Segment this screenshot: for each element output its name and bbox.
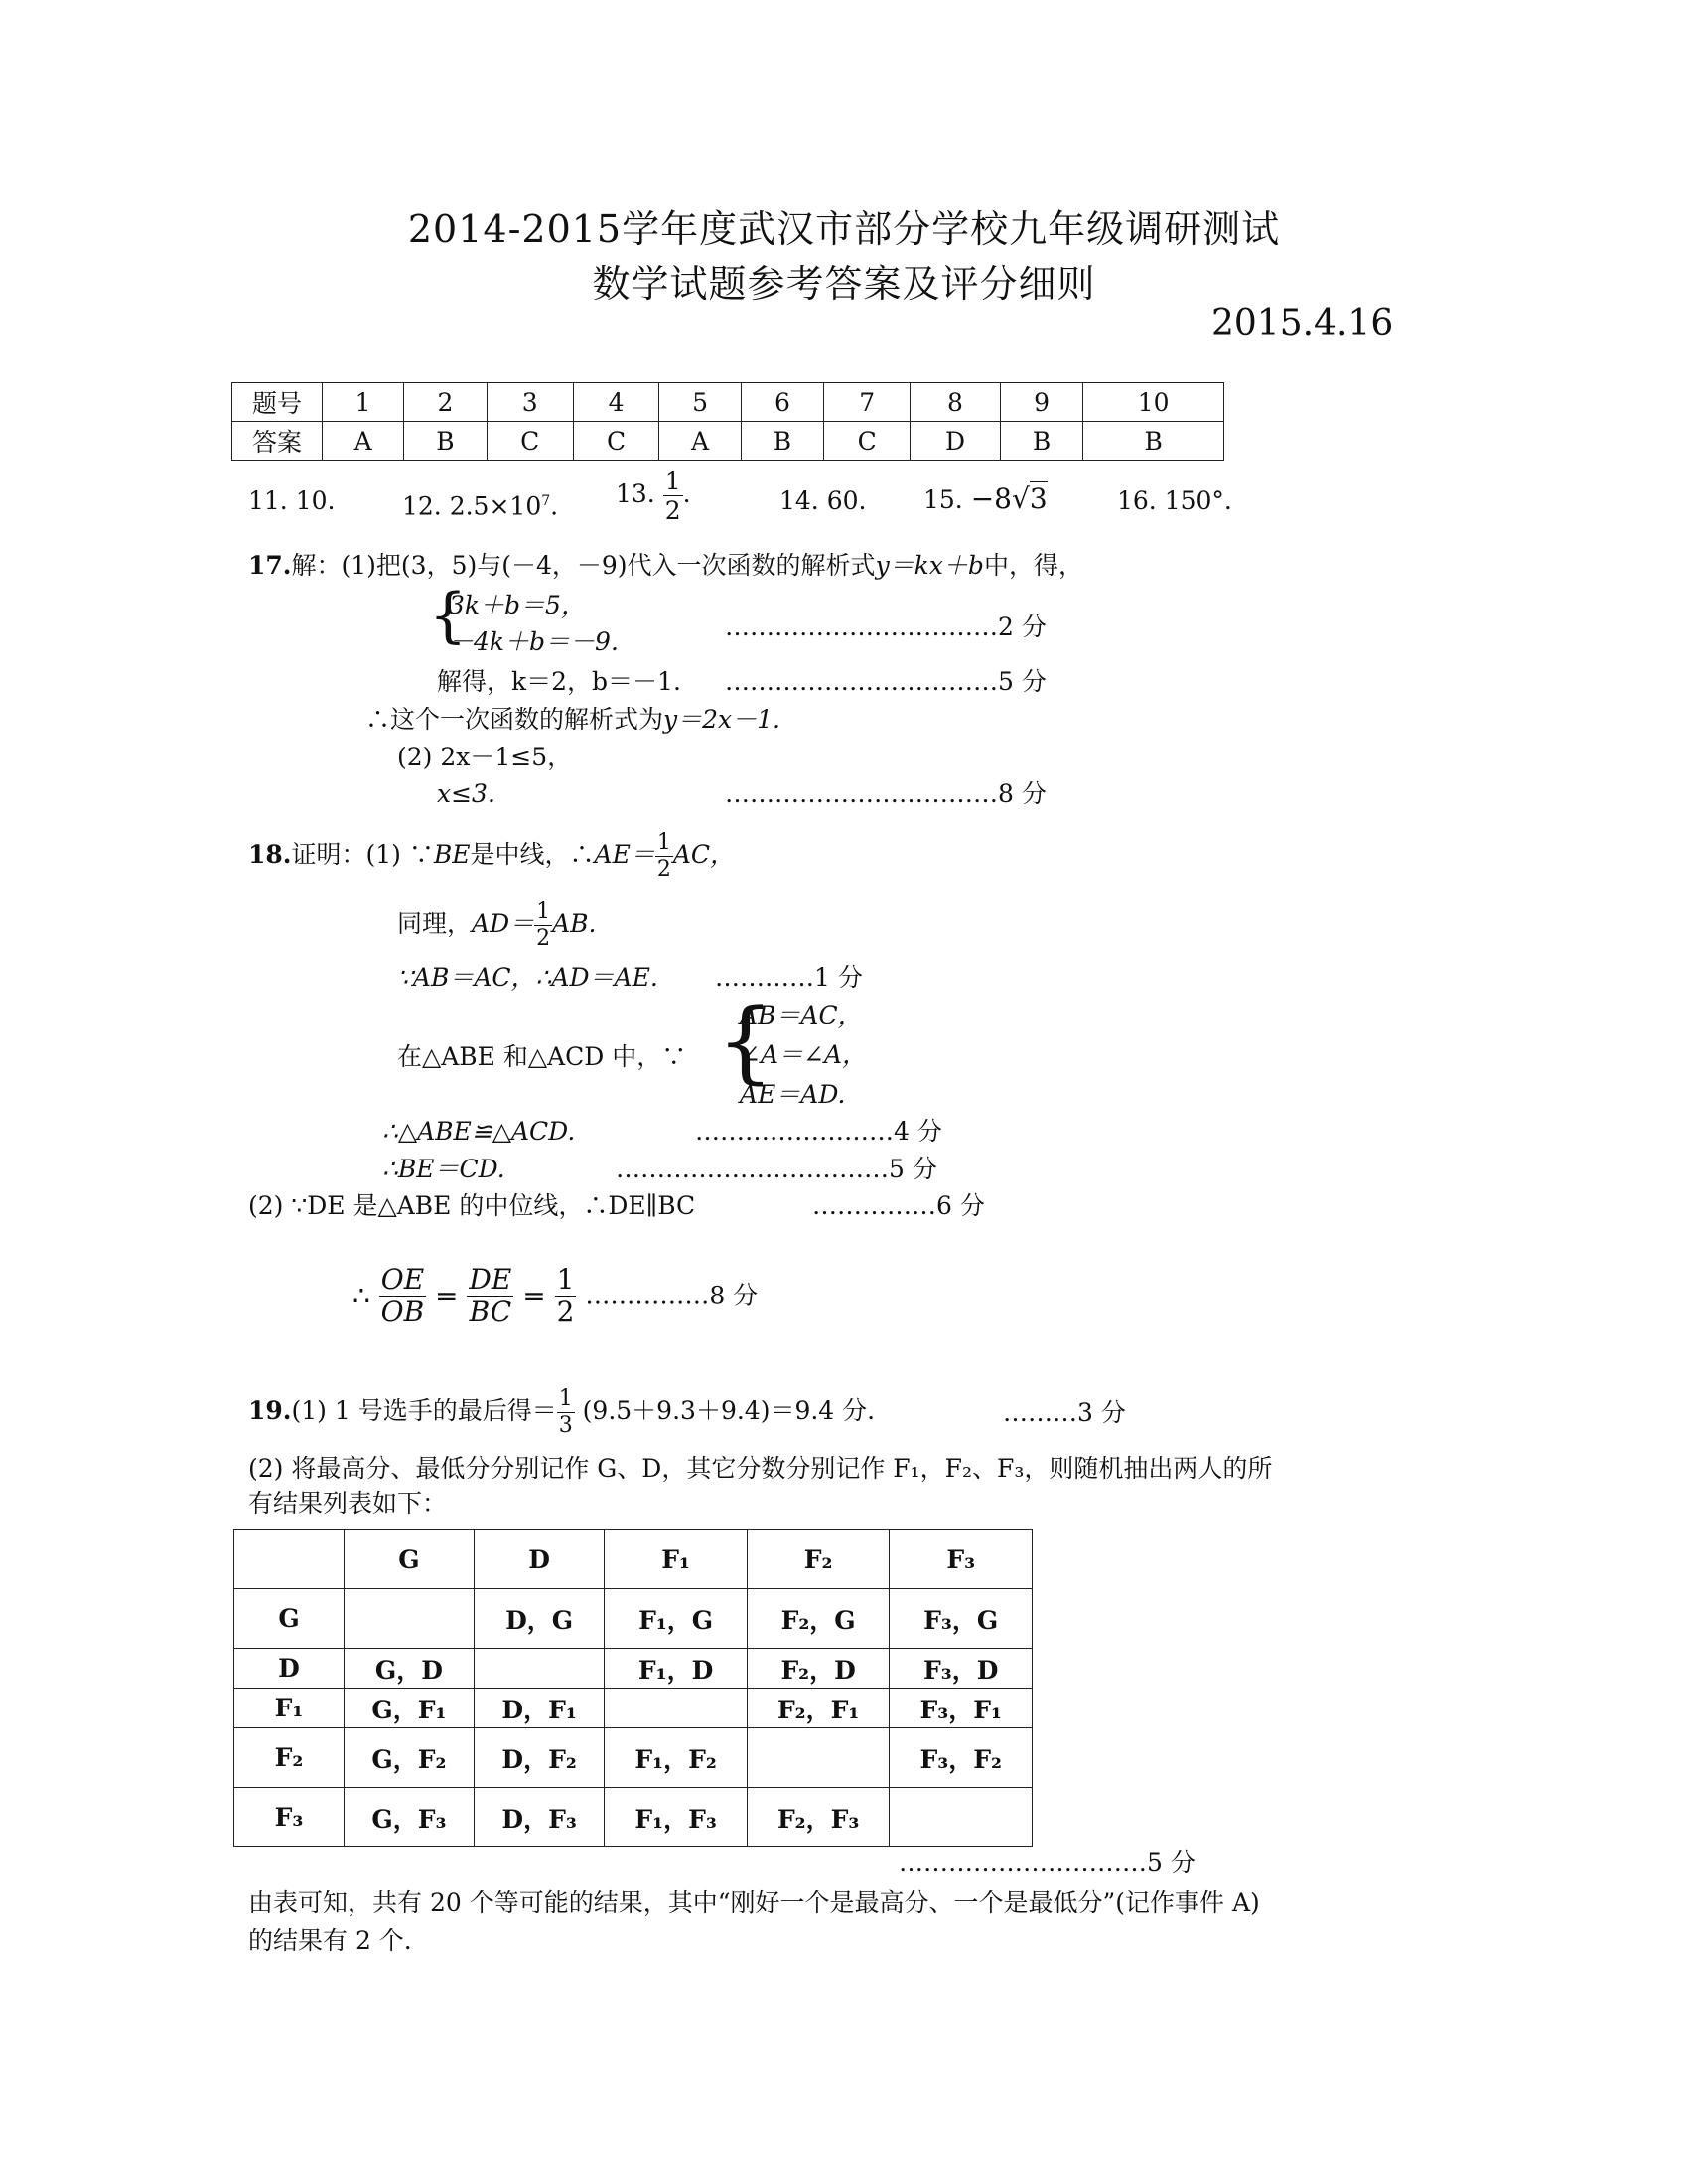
- table-cell: D，F₁: [474, 1689, 604, 1728]
- table-row: [234, 1649, 1033, 1689]
- table-cell: G，F₃: [345, 1788, 475, 1847]
- answer-15: [923, 484, 1048, 515]
- fraction-denominator: 2: [656, 857, 671, 882]
- q19-line-3: 有结果列表如下：: [248, 1489, 448, 1518]
- cell-answer: D: [911, 422, 1001, 461]
- fraction-numerator: 1: [558, 1386, 573, 1411]
- q17-solution: 解得，k＝2，b＝－1.: [437, 667, 681, 696]
- table-header-cell: G: [345, 1530, 475, 1589]
- table-cell: F₁，F₃: [605, 1788, 748, 1847]
- fraction-denominator: 2: [536, 926, 551, 951]
- equals-sign: =: [522, 1280, 546, 1312]
- q18-line-3: ∵AB＝AC，∴AD＝AE.: [397, 963, 658, 992]
- cell-answer: C: [824, 422, 911, 461]
- table-cell: F₂，F₃: [747, 1788, 890, 1847]
- table-cell: F₁，D: [605, 1649, 748, 1689]
- fraction-numerator: DE: [469, 1263, 512, 1296]
- q18-system-3: AE＝AD.: [740, 1080, 846, 1109]
- q18-ad: AD＝: [472, 909, 535, 938]
- cell-number: 9: [1000, 383, 1083, 422]
- q17-score-2: ……………………………2 分: [725, 613, 1047, 641]
- cell-answer: C: [573, 422, 659, 461]
- q18-line-4: 在△ABE 和△ACD 中，∵: [397, 1042, 687, 1071]
- system-brace: {: [717, 990, 774, 1094]
- table-cell: [345, 1589, 475, 1649]
- table-cell: G: [234, 1589, 345, 1649]
- q17-score-5: ……………………………5 分: [725, 667, 1047, 696]
- q17-conclusion-text: ∴这个一次函数的解析式为: [365, 705, 664, 734]
- q18-ratio-equation: [352, 1263, 759, 1328]
- cell-number: 1: [323, 383, 404, 422]
- table-row: [234, 1689, 1033, 1728]
- ratio-de-bc: [467, 1263, 513, 1328]
- q17-equation-2: －4k＋b＝－9.: [449, 627, 619, 656]
- cell-answer: B: [404, 422, 488, 461]
- fraction-denominator: 3: [558, 1413, 573, 1437]
- q18-line-1: [248, 832, 735, 881]
- q18-system-2: ∠A＝∠A，: [740, 1040, 868, 1069]
- table-cell: F₂，D: [747, 1649, 890, 1689]
- table-cell: G，F₂: [345, 1728, 475, 1788]
- half-fraction: [534, 901, 552, 950]
- answer-table-row-answers: [232, 422, 1224, 461]
- therefore-symbol: ∴: [352, 1280, 370, 1312]
- q17-intro-formula: y＝kx＋b: [875, 551, 984, 580]
- q18-line-2: [397, 901, 597, 950]
- table-cell: [474, 1649, 604, 1689]
- results-table: [233, 1529, 1033, 1847]
- q18-score-5: ……………………………5 分: [616, 1155, 937, 1183]
- q19-line-1: [248, 1388, 875, 1436]
- q17-conclusion: [365, 705, 780, 735]
- row-label-answer: 答案: [232, 422, 323, 461]
- q18-score-1: …………1 分: [715, 963, 863, 992]
- fraction-denominator: OB: [380, 1296, 425, 1328]
- q18-system-1: AB＝AC，: [740, 1001, 863, 1029]
- cell-answer: B: [741, 422, 824, 461]
- table-cell: F₃，F₂: [890, 1728, 1033, 1788]
- q17-equation-1: 3k＋b＝5，: [449, 591, 586, 619]
- document-title-line2: 数学试题参考答案及评分细则: [592, 262, 1096, 306]
- answer-13: [616, 469, 691, 523]
- table-cell: [890, 1788, 1033, 1847]
- table-cell: F₃，F₁: [890, 1689, 1033, 1728]
- answer-13-period: .: [682, 479, 691, 508]
- cell-number: 4: [573, 383, 659, 422]
- cell-number: 2: [404, 383, 488, 422]
- answer-14: 14. 60.: [779, 486, 867, 515]
- answer-12-period: .: [550, 491, 559, 521]
- cell-number: 6: [741, 383, 824, 422]
- answer-table-row-numbers: [232, 383, 1224, 422]
- q18-score-4: ……………………4 分: [695, 1117, 942, 1146]
- ratio-one-half: [555, 1263, 577, 1328]
- q19-score-3: ………3 分: [1003, 1398, 1126, 1427]
- table-cell: F₁，G: [605, 1589, 748, 1649]
- table-header-cell: F₁: [605, 1530, 748, 1589]
- q18-ac: AC，: [672, 840, 736, 869]
- system-brace: {: [429, 581, 468, 650]
- cell-answer: C: [487, 422, 573, 461]
- q18-line2-prefix: 同理，: [397, 909, 473, 938]
- answer-13-fraction: [663, 469, 683, 523]
- q17-part2-result: x≤3.: [437, 779, 495, 808]
- table-row: [234, 1788, 1033, 1847]
- table-cell: [747, 1728, 890, 1788]
- half-fraction: [655, 832, 673, 881]
- equals-sign: =: [435, 1280, 459, 1312]
- cell-answer: B: [1083, 422, 1224, 461]
- table-cell: F₁，F₂: [605, 1728, 748, 1788]
- q18-part-2: (2) ∵DE 是△ABE 的中位线，∴DE∥BC: [248, 1191, 696, 1220]
- table-cell: F₃: [234, 1788, 345, 1847]
- answer-15-coefficient: −8: [970, 482, 1012, 515]
- table-cell: F₂，G: [747, 1589, 890, 1649]
- answer-13-label: 13.: [616, 479, 655, 508]
- q17-score-8: ……………………………8 分: [725, 779, 1047, 808]
- cell-number: 3: [487, 383, 573, 422]
- fraction-numerator: 1: [556, 1263, 575, 1296]
- q17-conclusion-formula: y＝2x－1.: [663, 705, 780, 734]
- q17-label: 17.: [248, 551, 292, 580]
- fraction-numerator: OE: [380, 1263, 425, 1296]
- table-header-cell: F₂: [747, 1530, 890, 1589]
- q18-line1-prefix: 证明：(1) ∵: [291, 840, 434, 869]
- fraction-denominator: 2: [556, 1296, 575, 1328]
- cell-number: 10: [1083, 383, 1224, 422]
- table-cell: D，F₃: [474, 1788, 604, 1847]
- answer-15-label: 15.: [923, 485, 963, 514]
- table-header-cell: D: [474, 1530, 604, 1589]
- fraction-numerator: 1: [536, 899, 551, 924]
- q17-intro: [248, 551, 1083, 581]
- document-title-line1: 2014-2015学年度武汉市部分学校九年级调研测试: [407, 207, 1281, 251]
- cell-answer: B: [1000, 422, 1083, 461]
- answer-15-radicand: 3: [1029, 482, 1048, 515]
- table-cell: F₃，D: [890, 1649, 1033, 1689]
- one-third-fraction: [557, 1388, 575, 1436]
- q17-intro-text: 解：(1)把(3，5)与(－4，－9)代入一次函数的解析式: [291, 551, 876, 580]
- q18-score-6: ……………6 分: [812, 1191, 985, 1220]
- answer-12: [402, 486, 558, 521]
- table-cell: F₁: [234, 1689, 345, 1728]
- table-header-row: [234, 1530, 1033, 1589]
- q17-intro-end: 中，得，: [983, 551, 1083, 580]
- answer-11: 11. 10.: [248, 486, 336, 515]
- fraction-numerator: 1: [664, 467, 681, 495]
- answer-12-exponent: 7: [541, 493, 551, 509]
- fraction-numerator: 1: [656, 830, 671, 855]
- cell-number: 7: [824, 383, 911, 422]
- q18-score-8: ……………8 分: [585, 1281, 759, 1310]
- answer-table: [231, 382, 1224, 461]
- fraction-denominator: 2: [664, 496, 681, 525]
- q19-line-5: 的结果有 2 个.: [248, 1926, 412, 1955]
- table-cell: F₃，G: [890, 1589, 1033, 1649]
- q18-be: BE: [433, 840, 471, 869]
- q18-line-6: ∴BE＝CD.: [382, 1155, 505, 1183]
- q18-line-5: ∴△ABE≌△ACD.: [382, 1117, 576, 1146]
- cell-answer: A: [659, 422, 741, 461]
- table-cell: F₂，F₁: [747, 1689, 890, 1728]
- document-date: 2015.4.16: [1211, 303, 1394, 343]
- q19-line1-prefix: (1) 1 号选手的最后得＝: [291, 1396, 557, 1425]
- table-cell: D: [234, 1649, 345, 1689]
- row-label-number: 题号: [232, 383, 323, 422]
- table-cell: [605, 1689, 748, 1728]
- q18-ab: AB.: [552, 909, 597, 938]
- cell-answer: A: [323, 422, 404, 461]
- table-header-cell: F₃: [890, 1530, 1033, 1589]
- ratio-oe-ob: [379, 1263, 426, 1328]
- q19-line-2: (2) 将最高分、最低分分别记作 G、D，其它分数分别记作 F₁，F₂、F₃，则随机抽出两人的所: [248, 1454, 1273, 1483]
- table-header-cell: [234, 1530, 345, 1589]
- table-row: [234, 1589, 1033, 1649]
- table-cell: D，F₂: [474, 1728, 604, 1788]
- sqrt-symbol: √: [1012, 482, 1030, 515]
- q18-label: 18.: [248, 840, 292, 869]
- table-cell: G，F₁: [345, 1689, 475, 1728]
- table-cell: F₂: [234, 1728, 345, 1788]
- q19-line-4: 由表可知，共有 20 个等可能的结果，其中“刚好一个是最高分、一个是最低分”(记作事件 A): [248, 1888, 1260, 1917]
- q19-line1-suffix: (9.5＋9.3＋9.4)＝9.4 分.: [582, 1396, 876, 1425]
- cell-number: 5: [659, 383, 741, 422]
- q18-line1-mid: 是中线，∴: [470, 840, 595, 869]
- table-cell: D，G: [474, 1589, 604, 1649]
- cell-number: 8: [911, 383, 1001, 422]
- fraction-denominator: BC: [469, 1296, 512, 1328]
- q19-label: 19.: [248, 1396, 292, 1425]
- q19-score-5: …………………………5 分: [899, 1848, 1196, 1877]
- answer-16: 16. 150°.: [1117, 486, 1232, 515]
- q18-ae: AE＝: [594, 840, 655, 869]
- table-row: [234, 1728, 1033, 1788]
- q17-part2-inequality: (2) 2x－1≤5，: [397, 743, 573, 771]
- answer-12-base: 12. 2.5×10: [402, 491, 542, 521]
- table-cell: G，D: [345, 1649, 475, 1689]
